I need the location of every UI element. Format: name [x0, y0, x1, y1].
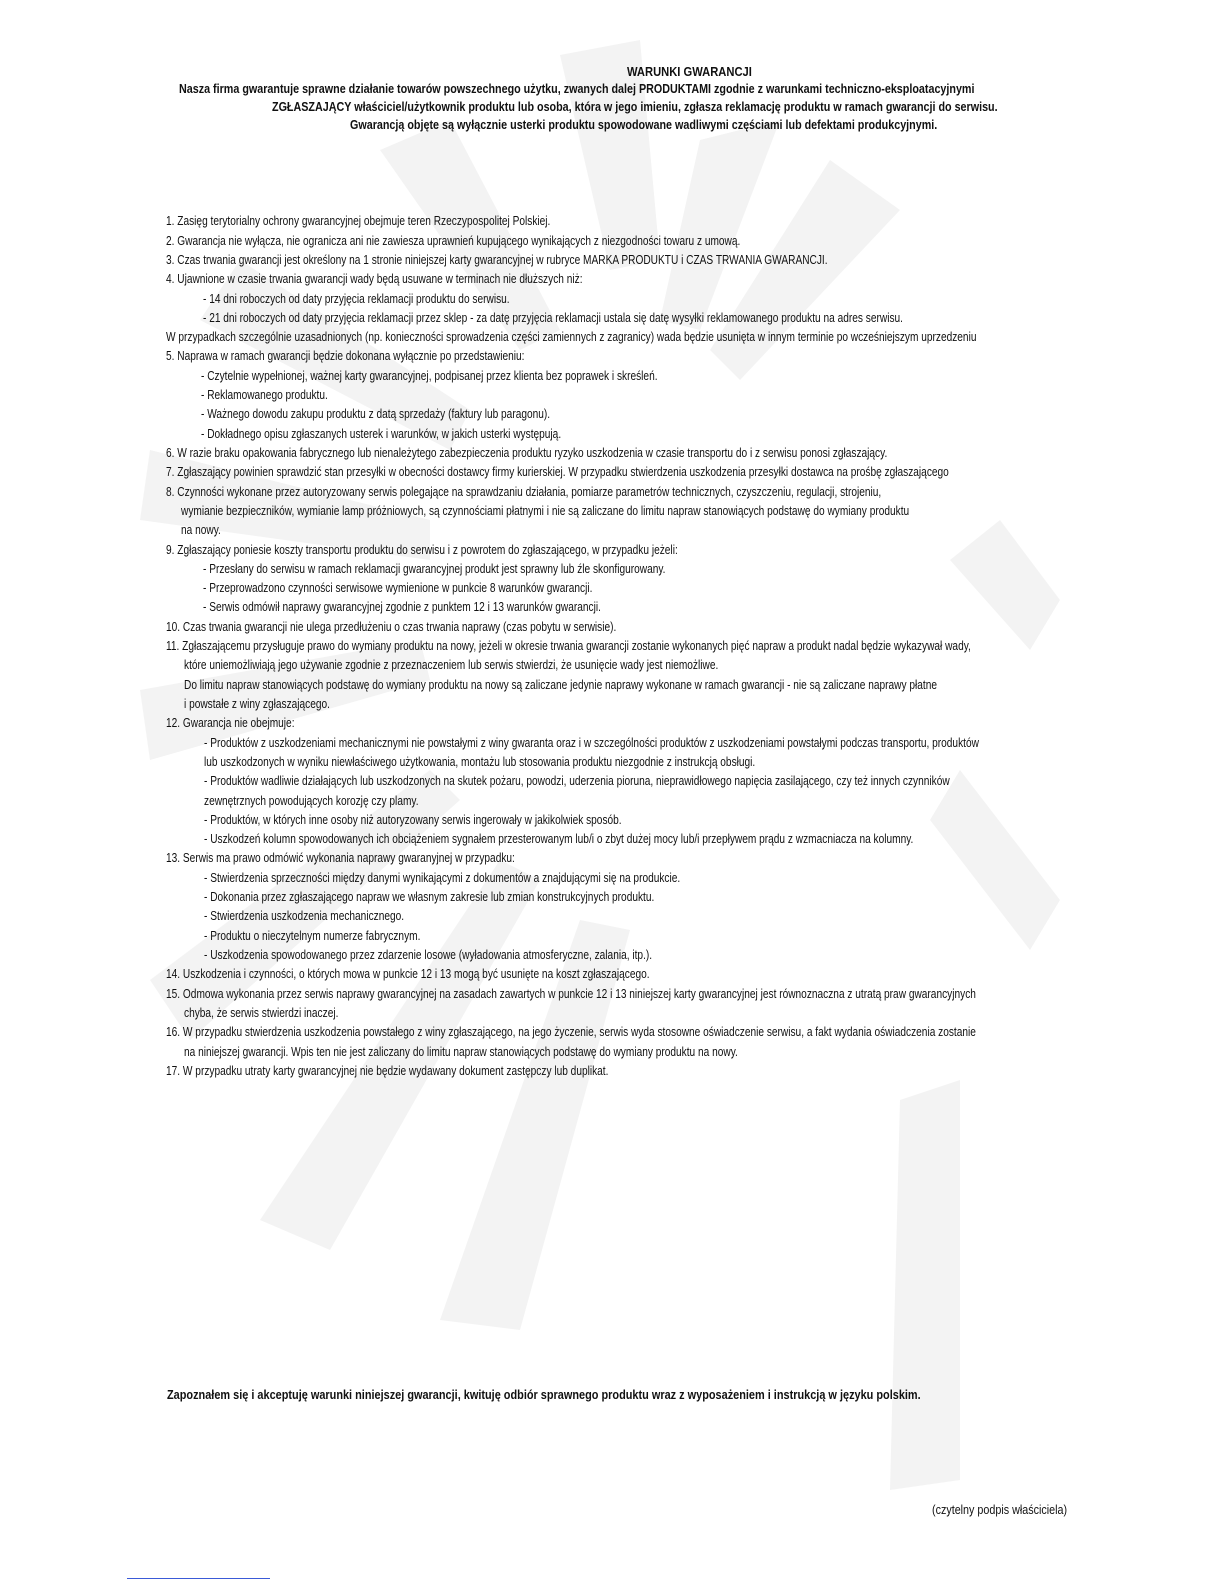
term-line: 12. Gwarancja nie obejmuje: — [166, 715, 295, 730]
term-line: 14. Uszkodzenia i czynności, o których mowa w punkcie 12 i 13 mogą być usunięte na koszt zgłaszającego. — [166, 966, 650, 981]
term-line: 4. Ujawnione w czasie trwania gwarancji wady będą usuwane w terminach nie dłuższych niż: — [166, 271, 583, 286]
term-line: 13. Serwis ma prawo odmówić wykonania naprawy gwaranyjnej w przypadku: — [166, 850, 515, 865]
term-line: 10. Czas trwania gwarancji nie ulega przedłużeniu o czas trwania naprawy (czas pobytu w serwisie). — [166, 619, 617, 634]
term-line: - Produktów z uszkodzeniami mechanicznymi nie powstałymi z winy gwaranta oraz i w szczególności produktów z uszkodzeniami powstałymi podczas transportu, produktów — [204, 735, 979, 750]
term-line: - Czytelnie wypełnionej, ważnej karty gwarancyjnej, podpisanej przez klienta bez poprawek i skreśleń. — [201, 368, 658, 383]
term-line: - Produktów, w których inne osoby niż autoryzowany serwis ingerowały w jakikolwiek sposób. — [204, 812, 622, 827]
term-line: - Produktów wadliwie działających lub uszkodzonych na skutek pożaru, powodzi, uderzenia pioruna, nieprawidłowego napięcia zasilającego, czy też innych czynników — [204, 773, 950, 788]
term-line: - 21 dni roboczych od daty przyjęcia reklamacji przez sklep - za datę przyjęcia reklamacji ustala się datę wysyłki reklamowanego produktu na adres serwisu. — [203, 310, 903, 325]
term-line: 5. Naprawa w ramach gwarancji będzie dokonana wyłącznie po przedstawieniu: — [166, 348, 525, 363]
term-line: - Reklamowanego produktu. — [201, 387, 328, 402]
term-line: 15. Odmowa wykonania przez serwis naprawy gwarancyjnej na zasadach zawartych w punkcie 12 i 13 niniejszej karty gwarancyjnej jest równoznaczna z utratą praw gwarancyjnych — [166, 986, 976, 1001]
term-line: 6. W razie braku opakowania fabrycznego lub nienależytego zabezpieczenia produktu ryzyko uszkodzenia w czasie transportu do i z serwisu ponosi zgłaszający. — [166, 445, 888, 460]
term-line: W przypadkach szczególnie uzasadnionych (np. konieczności sprowadzenia części zamiennych z zagranicy) wada będzie usunięta w innym terminie po wcześniejszym uprzedzeniu — [166, 329, 977, 344]
term-line: - Stwierdzenia sprzeczności między danymi wynikającymi z dokumentów a znajdującymi się na produkcie. — [204, 870, 681, 885]
term-line: 16. W przypadku stwierdzenia uszkodzenia powstałego z winy zgłaszającego, na jego życzenie, serwis wyda stosowne oświadczenie serwisu, a fakt wydania oświadczenia zostanie — [166, 1024, 976, 1039]
term-line: - Serwis odmówił naprawy gwarancyjnej zgodnie z punktem 12 i 13 warunków gwarancji. — [203, 599, 601, 614]
term-line: - Dokładnego opisu zgłaszanych usterek i warunków, w jakich usterki występują. — [201, 426, 562, 441]
term-line: 8. Czynności wykonane przez autoryzowany serwis polegające na sprawdzaniu działania, pomiarze parametrów technicznych, czyszczeniu, regulacji, strojeniu, — [166, 484, 882, 499]
term-line: które uniemożliwiają jego używanie zgodnie z przeznaczeniem lub serwis stwierdzi, że usunięcie wady jest niemożliwe. — [184, 657, 719, 672]
signature-caption: (czytelny podpis właściciela) — [932, 1503, 1067, 1517]
term-line: 17. W przypadku utraty karty gwarancyjnej nie będzie wydawany dokument zastępczy lub duplikat. — [166, 1063, 609, 1078]
term-line: - Dokonania przez zgłaszającego napraw we własnym zakresie lub zmian konstrukcyjnych produktu. — [204, 889, 655, 904]
term-line: - Uszkodzeń kolumn spowodowanych ich obciążeniem sygnałem przesterowanym lub/i o zbyt dużej mocy lub/i przepływem prądu z wzmacniacza na kolumny. — [204, 831, 914, 846]
term-line: - Stwierdzenia uszkodzenia mechanicznego. — [204, 908, 405, 923]
term-line: - Przeprowadzono czynności serwisowe wymienione w punkcie 8 warunków gwarancji. — [203, 580, 593, 595]
term-line: na niniejszej gwarancji. Wpis ten nie jest zaliczany do limitu napraw stanowiących podstawę do wymiany produktu na nowy. — [184, 1044, 738, 1059]
bottom-link-underline — [127, 1578, 270, 1579]
term-line: - Produktu o nieczytelnym numerze fabrycznym. — [204, 928, 421, 943]
term-line: 2. Gwarancja nie wyłącza, nie ogranicza ani nie zawiesza uprawnień kupującego wynikających z niezgodności towaru z umową. — [166, 233, 741, 248]
header-line-2: ZGŁASZAJĄCY właściciel/użytkownik produktu lub osoba, która w jego imieniu, zgłasza reklamację produktu w ramach gwarancji do serwisu. — [272, 100, 998, 114]
right-margin — [1067, 0, 1225, 1585]
term-line: wymianie bezpieczników, wymianie lamp próżniowych, są czynnościami płatnymi i nie są zaliczane do limitu napraw stanowiących podstawę do wymiany produktu — [181, 503, 910, 518]
term-line: Do limitu napraw stanowiących podstawę do wymiany produktu na nowy są zaliczane jedynie naprawy wykonane w ramach gwarancji - nie są zaliczane naprawy płatne — [184, 677, 938, 692]
term-line: - Przesłany do serwisu w ramach reklamacji gwarancyjnej produkt jest sprawny lub źle skonfigurowany. — [203, 561, 666, 576]
term-line: lub uszkodzonych w wyniku niewłaściwego użytkowania, montażu lub stosowania produktu niezgodnie z instrukcją obsługi. — [204, 754, 756, 769]
term-line: 3. Czas trwania gwarancji jest określony na 1 stronie niniejszej karty gwarancyjnej w rubryce MARKA PRODUKTU i CZAS TRWANIA GWARANCJI. — [166, 252, 828, 267]
term-line: i powstałe z winy zgłaszającego. — [184, 696, 330, 711]
document-title: WARUNKI GWARANCJI — [627, 64, 752, 79]
term-line: - Ważnego dowodu zakupu produktu z datą sprzedaży (faktury lub paragonu). — [201, 406, 551, 421]
term-line: na nowy. — [181, 522, 221, 537]
term-line: 7. Zgłaszający powinien sprawdzić stan przesyłki w obecności dostawcy firmy kurierskiej. W przypadku stwierdzenia uszkodzenia przesyłki dostawca na prośbę zgłaszającego — [166, 464, 949, 479]
term-line: - 14 dni roboczych od daty przyjęcia reklamacji produktu do serwisu. — [203, 291, 510, 306]
header-line-1: Nasza firma gwarantuje sprawne działanie towarów powszechnego użytku, zwanych dalej PRODUKTAMI zgodnie z warunkami techniczno-eksploatacyjnymi — [179, 82, 975, 96]
acceptance-statement: Zapoznałem się i akceptuję warunki niniejszej gwarancji, kwituję odbiór sprawnego produktu wraz z wyposażeniem i instrukcją w języku polskim. — [167, 1387, 921, 1402]
term-line: zewnętrznych powodujących korozję czy plamy. — [204, 793, 419, 808]
term-line: 11. Zgłaszającemu przysługuje prawo do wymiany produktu na nowy, jeżeli w okresie trwania gwarancji zostanie wykonanych pięć napraw a produkt nadal będzie wykazywał wady, — [166, 638, 971, 653]
term-line: chyba, że serwis stwierdzi inaczej. — [184, 1005, 339, 1020]
header-line-3: Gwarancją objęte są wyłącznie usterki produktu spowodowane wadliwymi częściami lub defektami produkcyjnymi. — [350, 118, 938, 132]
term-line: 9. Zgłaszający poniesie koszty transportu produktu do serwisu i z powrotem do zgłaszającego, w przypadku jeżeli: — [166, 542, 678, 557]
term-line: 1. Zasięg terytorialny ochrony gwarancyjnej obejmuje teren Rzeczypospolitej Polskiej. — [166, 213, 551, 228]
term-line: - Uszkodzenia spowodowanego przez zdarzenie losowe (wyładowania atmosferyczne, zalania, itp.). — [204, 947, 653, 962]
